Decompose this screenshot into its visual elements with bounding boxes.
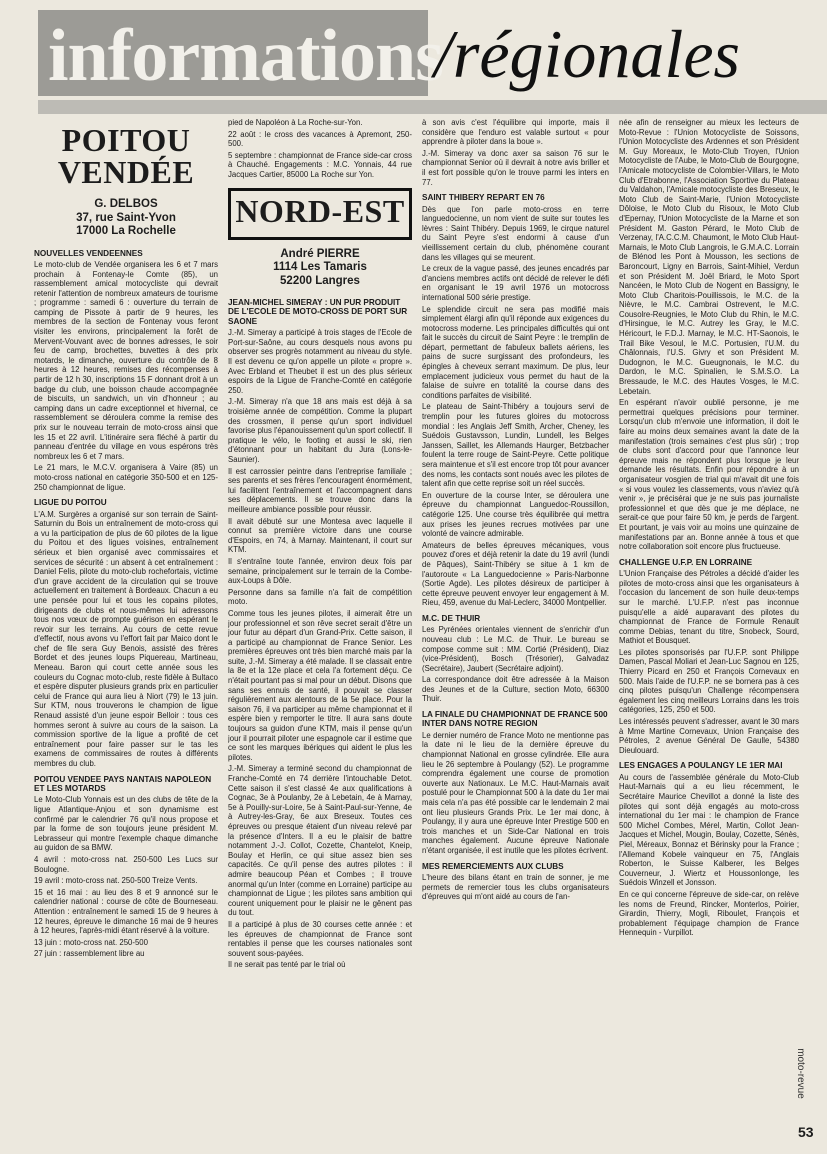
magazine-name: moto-revue [794, 1048, 806, 1099]
article-heading: MES REMERCIEMENTS AUX CLUBS [422, 861, 564, 871]
article-heading: POITOU VENDEE PAYS NANTAIS NAPOLEON ET LES MOTARDS [34, 774, 212, 793]
article-body [619, 118, 799, 938]
article-paragraph: Le 21 mars, le M.C.V. organisera à Vaire (85) un moto-cross national en catégorie 350-500 et en 125-250 championnat de ligue. [34, 463, 218, 492]
article-paragraph: née afin de renseigner au mieux les lecteurs de Moto-Revue : l'Union Motocycliste de Soissons, l'Union Motocycliste des Ardennes et son Président M. Guy Moreaux, le Moto-Club Troyen, l'Union Motocycliste de l'Aube, le Moto-Club de Bourgogne, l'Amicale motocycliste de Colombier-Villars, le Moto Club d'Etrabonne, l'Association Sportive du Plateau du Valdahon, l'Amicale motocycliste des Breseux, le Moto Club de Saint-Marie, l'Union Motocycliste Dôloise, le Moto Club du Risoux, le Moto Club d'Epernay, l'Union Motocycliste de la Marne et son Président M. Gaston Pérard, le Moto Club de Verzenay, l'A.C.C.M. Chaumont, le Moto Club Haut-Marnais, le Moto Club Langrois, le G.M.A.C. Lorrain de Blénod les Pont à Mousson, les sections de Baroncourt, Ligny en Barrois, Saint-Mihiel, Verdun et son Président M. Joël Briard, le Moto Sport Nancéen, le Moto Club de Nogent en Bassigny, le Moto Club Charitois-Pouillissois, le M.C. de la Nièvre, le M.C. Cambrai Ostrevent, le M.C. Cousolre-Reugnies, le Moto Club du Rhin, le M.C. d'Hirsingue, le M.C. Autrey les Gray, le M.C. Héricourt, le F.D.J. Marnay, le M.C. HT-Saonois, le Trail Bike Vesoul, le M.C. Portusien, l'U.M. du Châlonnais, l'U.S. Givry et son Président M. Dudognon, le M.C. Gueugnonais, le M.C. du Dardon, le M.C. Spinalien, le S.M.S.O. La Bressaude, le M.C. des Hautes Vosges, le M.C. Lebetain. [619, 118, 799, 396]
contact-name: G. DELBOS [94, 198, 158, 210]
article-paragraph: Le dernier numéro de France Moto ne mentionne pas la date ni le lieu de la dernière épreuve du championnat National en grosse cylindrée. Elle aura lieu le 26 septembre à Poulangy (52). Le programme comprendra également une course de promotion ouverte aux Nationaux. Le M.C. Haut-Marnais avait postulé pour le Championnat 500 à la date du 1er mai mais cela n'a pas été possible car le lendemain 2 mai ont lieu plusieurs Grands Prix. Le 1er mai donc, à Poulangy, il y aura une épreuve Inter Prestige 500 en trois manches et un Side-Car National en trois manches également. Aucune épreuve Nationale n'étant organisée, il est inutile que les pilotes écrivent. [422, 730, 609, 855]
page-number: 53 [798, 1124, 814, 1140]
article-paragraph: J.-M. Simeray a terminé second du championnat de Franche-Comté en 74 derrière l'intouchable Detot. Cette saison il s'est classé 4e aux qualifications à Cognac, 3e à Poulanby, 2e à Lebetain, 4e à Marnay, 5e à Pouilly-sur-Loire, 5e à Saint-Paul-sur-Yenne, 4e à Autrey-les-Gray, 6e aux Breseux. Toutes ces épreuves ou presque étaient d'un niveau relevé par la présence d'Inters. Il a eu le plaisir de battre notamment J.-J. Collot, Cozette, Chantelot, Kneip, Boulay et Herlin, ce qui situe assez bien ses capacités. Ce qu'il pense des autres pilotes : il admire beaucoup Péan et Combes ; il trouve anormal qu'un Inter (comme en Lorraine) participe au championnat de Ligue ; les pilotes sans ambition qui courent uniquement pour le plaisir ne le gênent pas du tout. [228, 764, 412, 918]
column-4 [619, 118, 799, 1148]
nord-est-box [228, 188, 412, 240]
article-paragraph: pied de Napoléon à La Roche-sur-Yon. [228, 118, 363, 127]
contact-poitou [34, 198, 218, 239]
article-heading: LES ENGAGES A POULANGY LE 1ER MAI [619, 761, 783, 771]
header-rule [38, 100, 827, 114]
article-heading: NOUVELLES VENDEENNES [34, 248, 143, 258]
article-paragraph: J.-M. Simeray n'a que 18 ans mais est déjà à sa troisième année de compétition. Comme la plupart des crossmen, il pense qu'un sport individuel favorise plus l'épanouissement qu'un sport collectif. Il pratique le vélo, le footing et aussi le ski, rien d'étonnant pour un habitant du Jura (Lons-le-Saunier). [228, 397, 412, 464]
article-paragraph: J.-M. Simeray a participé à trois stages de l'Ecole de Port-sur-Saône, au cours desquels nous avons pu observer ses progrès notamment au niveau du style. Il est devenu ce qu'on appelle un pilote « propre ». Avec Erbland et Theubet il est un des plus sérieux espoirs de la Ligue de Franche-Comté en catégorie 250. [228, 328, 412, 395]
article-paragraph: Personne dans sa famille n'a fait de compétition moto. [228, 587, 412, 607]
article-paragraph: Le moto-club de Vendée organisera les 6 et 7 mars prochain à Fontenay-le Comte (85), un rassemblement amical motocycliste qui devrait retenir l'attention de nombreux amateurs de tourisme ; programme : samedi 6 : ouverture du terrain de camping de Pissote à partir de 9 heures, les membres de la section de Fontenay vous feront visiter les environs, principalement la forêt de Mervent-Vouvant avec de bonnes adresses, le soir feu de camp, brochettes, buvettes à des prix motards, le dimanche, ouverture du contrôle de 8 heures à 12 heures, remises des récompenses à partir de 12 h 30, inscriptions 15 F donnant droit à un badge du club, une boisson chaude accompagnée de biscuits, un sandwich, un vin d'honneur ; au camping dans un cadre exceptionnel et hivernal, ce rassemblement se déroulera comme la remise des prix sur le nouveau terrain de moto-cross ainsi que les 15 et 22 avril. L'itinéraire sera fléché à partir du panneau d'entrée du village en vous espérons très nombreux les 6 et 7 mars. [34, 259, 218, 461]
article-paragraph: Il ne serait pas tenté par le trial où [228, 960, 346, 970]
article-heading: M.C. DE THUIR [422, 613, 481, 623]
contact-street: 1114 Les Tamaris [273, 261, 367, 274]
article-paragraph: Les intéressés peuvent s'adresser, avant le 30 mars à Mme Martine Cornevaux, Union Française des Pétroles, 2 avenue Général De Gaulle, 54380 Dieulouard. [619, 717, 799, 755]
article-paragraph: Les pilotes sponsorisés par l'U.F.P. sont Philippe Damen, Pascal Moliari et Jean-Luc Sagnou en 125, Thierry Picard en 250 et François Cornevaux en 500. Mais l'aide de l'U.F.P. ne se bornera pas à ces cinq pilotes puisqu'un Challenge récompensera également les cinq meilleurs Lorrains dans les trois catégories, 125, 250 et 500. [619, 647, 799, 715]
article-heading: JEAN-MICHEL SIMERAY : UN PUR PRODUIT DE L'ECOLE DE MOTO-CROSS DE PORT SUR SAONE [228, 298, 408, 326]
article-paragraph: Amateurs de belles épreuves mécaniques, vous pouvez d'ores et déjà retenir la date du 19 avril (lundi de Pâques), Saint-Thibéry se situe à 1 km de l'autoroute « La Languedocienne » Paris-Narbonne (Sortie Agde). Les pilotes désireux de participer à cette épreuve peuvent envoyer leur engagement à M. Rieu, 459, avenue du Mal-Leclerc, 34000 Montpellier. [422, 540, 609, 608]
page-header [38, 10, 827, 106]
contact-city: 52200 Langres [280, 274, 360, 287]
contact-city: 17000 La Rochelle [76, 225, 176, 237]
article-heading: CHALLENGE U.F.P. EN LORRAINE [619, 557, 753, 567]
article-paragraph: En ouverture de la course Inter, se déroulera une épreuve du championnat Languedoc-Roussillon, catégorie 125. Une course très équilibrée qui mettra aux prises les jeunes recrues motivées par une volonté de vaincre admirable. [422, 490, 609, 539]
article-paragraph: En espérant n'avoir oublié personne, je me permettrai quelques précisions pour terminer. Lorsqu'un club m'envoie une information, il doit le faire au moins deux semaines avant la date de la manifestation (trois semaines c'est plus sûr) ; trop de clubs sont d'accord pour que l'annonce leur épreuve mais ne répondent plus lorsque je leur demande les résultats. Enfin pour répondre à un organisateur vosgien de trial qui m'avait dit une fois « si vous voulez les classements, vous n'aviez qu'à venir », je précisérai que je ne suis pas journaliste professionnel et que dès que je me déplace, ne serait-ce que pour faire 50 km, je perds de l'argent. Et pourtant, je vais voir au moins une quinzaine de manifestations par an. Bonne année à tous et que notre collaboration soit encore plus fructueuse. [619, 398, 799, 552]
article-paragraph: à son avis c'est l'équilibre qui importe, mais il considère que l'enduro est valable surtout « pour apprendre à piloter dans la boue ». [422, 118, 609, 147]
article-paragraph: 13 juin : moto-cross nat. 250-500 [34, 937, 148, 947]
column-1 [34, 118, 218, 1148]
article-paragraph: La correspondance doit être adressée à la Maison des Jeunes et de la Culture, section Moto, 66300 Thuir. [422, 675, 609, 704]
contact-name: André PIERRE [280, 247, 360, 260]
contact-nord-est [228, 248, 412, 289]
header-title-main: informations [48, 15, 443, 97]
column-3 [422, 118, 609, 1148]
article-paragraph: Il s'entraîne toute l'année, environ deux fois par semaine, principalement sur le terrain de la Combe-aux-Loups à Dôle. [228, 556, 412, 586]
article-paragraph: 15 et 16 mai : au lieu des 8 et 9 annoncé sur le calendrier national : course de côte de Bourneseau. Attention : entraînement le samedi 15 de 9 heures à 12 heures, épreuve le dimanche 16 mai de 9 heures à 12 heures, l'après-midi étant réservé à la voiture. [34, 887, 218, 936]
article-heading: SAINT THIBERY REPART EN 76 [422, 193, 545, 203]
article-paragraph: Le plateau de Saint-Thibéry a toujours servi de tremplin pour les futures gloires du motocross mondial : les Anglais Jeff Smith, Archer, Cheney, les Suédois Gustavsson, Lundin, Lundell, les Belges Janssen, Saillet, les Allemands Haurger, Betzbacher foulent la terre rouge de Saint-Peyre. Cette politique sera maintenue et s'il est encore trop tôt pour avancer des noms, les contacts sont noués avec les pilotes de talent afin que cette reprise soit un réel succès. [422, 402, 609, 489]
section-title-poitou-vendee: POITOU VENDÉE [57, 122, 195, 190]
article-paragraph: L'A.M. Surgères a organisé sur son terrain de Saint-Saturnin du Bois un entraînement de moto-cross qui a vu la participation de plus de 60 pilotes de la ligue du Poitou et des ligues voisines, entraînement sérieux et bien organisé avec commissaires et services de sécurité : un absent à cet entraînement : Daniel Felis, pilote du moto-club rochefortais, victime d'un grave accident de la circulation qui se trouve actuellement en traitement à Bordeaux. Chacun a eu une pensée pour lui et tous les copains pilotes, dirigeants de clubs et nous-mêmes lui adressons tous nos vœux de prompte guérison en espérant le revoir sur les terrains. Au cours de cette revue d'effectif, nous avons vu l'effort fait par Maico dont le chef de file sera Guy Benois, assisté des frères Bordet et des jeunes loups Piquereau, Martineau, Meneau. Baron qui court cette année sous les couleurs du Cognac moto-club, reste fidèle à Bultaco et espère disputer plusieurs grands prix en particulier celui de France qui aura lieu à Niort (79) le 13 juin. Sur KTM, nous trouverons le champion de ligue Renaud assisté d'un jeune espoir Belloir : tous ces hommes seront à suivre au cours de la saison. La commission sportive de la ligue a profité de cet entraînement pour faire passer sur le tas les examens de commissaires de routes à différents membres du club. [34, 509, 218, 768]
article-paragraph: Le creux de la vague passé, des jeunes encadrés par d'anciens membres actifs ont décidé de relever le défi en organisant le 19 avril 1976 un motocross international 500 série prestige. [422, 264, 609, 302]
article-paragraph: Comme tous les jeunes pilotes, il aimerait être un jour professionnel et son rêve secret serait d'être un jour futur au départ d'un Grand-Prix. Cette saison, il a participé au championnat de France Senior. Les premières épreuves ont très bien marché mais par la suite, J.-M. Simeray a été malade. Il se classait entre la 8e et la 12e place et cela l'a fortement déçu. Ce n'était pourtant pas si mal pour un début. Disons que sans ses ennuis de santé, il pouvait se classer régulièrement aux alentours de la 5e place. Pour la saison 76, il va participer au même championnat et il espère bien y remporter le titre. Il aura sans doute toujours sa guidon d'une KTM, mais il pense qu'un jour il pourrait piloter une espagnole car il estime que ce sont les marques ibériques qui aident le plus les pilotes. [228, 608, 412, 762]
article-paragraph: 22 août : le cross des vacances à Apremont, 250-500. [228, 129, 412, 149]
article-paragraph: Les Pyrénées orientales viennent de s'enrichir d'un nouveau club : Le M.C. de Thuir. Le bureau se compose comme suit : MM. Cortié (Président), Diaz (vice-Président), Bosch (Trésorier), Galvadaz (Secrétaire), Jaubert (Secrétaire adjoint). [422, 625, 609, 673]
article-paragraph: 19 avril : moto-cross nat. 250-500 Treize Vents. [34, 876, 198, 886]
article-paragraph: L'heure des bilans étant en train de sonner, je me permets de remercier tous les clubs organisateurs d'épreuves qui m'ont aidé au cours de l'an- [422, 873, 609, 902]
section-title-nord-est: NORD-EST [235, 192, 405, 229]
article-paragraph: Le Moto-Club Yonnais est un des clubs de tête de la ligue Atlantique-Anjou et son dynamisme est confirmé par le calendrier 76 qu'il nous propose et par la forme de son toujours jeune président M. Lebrasseur qui montre l'exemple chaque dimanche au guidon de sa BMW. [34, 795, 218, 853]
column-2 [228, 118, 412, 1148]
article-body [422, 118, 609, 902]
article-paragraph: Il a participé à plus de 30 courses cette année : et les épreuves de championnat de France sont rentables il pense que les courses nationales sont souvent sous-payées. [228, 919, 412, 958]
article-paragraph: Au cours de l'assemblée générale du Moto-Club Haut-Marnais qui a eu lieu récemment, le Secrétaire Maurice Chevillot a donné la liste des pilotes qui sont déjà engagés au moto-cross international du 1er mai : le champion de France 500 Michel Combes, Mérel, Martin, Collot Jean-Jacques et Michel, Mougin, Boulay, Cozette, Sénès, Piel, Méreaux, Bonnaz et Bérinsky pour la France ; l'Allemand Kobele vainqueur en 75, l'Anglais Roberton, le Suisse Kalberer, les Belges Couverneur, J. Wiertz et Houssonlonge, les Suédois Winzell et Jonsson. [619, 772, 799, 888]
article-paragraph: Le splendide circuit ne sera pas modifié mais simplement élargi afin qu'il réponde aux exigences du motocross moderne. Les principales difficultés qui ont fait le succès du circuit de Saint Peyre : le tremplin de départ, permettant de fabuleux ballets aériens, les pains de sucre surgissant des profondeurs, les épingles à cheveux serrant maximum. De plus, leur emplacement judicieux vous permet du haut de la falaise de suivre en totalité la course dans des conditions parfaites de visibilité. [422, 304, 609, 400]
article-body [228, 118, 412, 180]
article-paragraph: 4 avril : moto-cross nat. 250-500 Les Lucs sur Boulogne. [34, 854, 218, 874]
article-heading: LIGUE DU POITOU [34, 498, 107, 508]
article-paragraph: J.-M. Simeray va donc axer sa saison 76 sur le championnat Senior où il devrait à notre avis briller et il est fort possible qu'on le trouve parmi les inters en 77. [422, 148, 609, 187]
article-paragraph: 5 septembre : championnat de France side-car cross à Chauché. Engagements : M.C. Yonnais, 44 rue Jacques Cartier, 85000 La Roche sur Yon. [228, 150, 412, 179]
article-paragraph: Il avait débuté sur une Montesa avec laquelle il connut sa première victoire dans une course d'Espoirs, en 74, à Marnay. Maintenant, il court sur KTM. [228, 516, 412, 555]
article-paragraph: Il est carrossier peintre dans l'entreprise familiale ; ses parents et ses frères l'encouragent énormément, lui facilitent l'entraînement et l'accompagnent dans ses déplacements. Il se trouve donc dans la meilleure ambiance possible pour réussir. [228, 466, 412, 514]
article-paragraph: L'Union Française des Pétroles a décidé d'aider les pilotes de moto-cross ainsi que les organisateurs à l'occasion du lancement de son huile deux-temps sur le marché. L'U.F.P. n'est pas inconnue puisqu'elle a aidé auparavant des pilotes du championnat de France de Formule Renault comme Debias, tenant du titre, Snobeck, Sourd, Mathiot et Bousquet. [619, 569, 799, 646]
article-paragraph: 27 juin : rassemblement libre au [34, 949, 145, 959]
article-body [228, 298, 412, 970]
contact-street: 37, rue Saint-Yvon [76, 211, 176, 224]
header-title-sub: /régionales [434, 16, 740, 92]
article-paragraph: Dès que l'on parle moto-cross en terre languedocienne, un nom vient de suite sur toutes les lèvres : Saint Thibéry. Depuis 1969, le cirque naturel du Saint Peyre s'est endormi à cause d'un vieillissement certain du club, phénomène courant dans les villages qui se meurent. [422, 204, 609, 262]
article-heading: LA FINALE DU CHAMPIONNAT DE FRANCE 500 INTER DANS NOTRE REGION [422, 710, 608, 729]
article-body [34, 249, 218, 959]
magazine-side-label [794, 1040, 817, 1110]
article-paragraph: En ce qui concerne l'épreuve de side-car, on relève les noms de Freund, Rincker, Monterlos, Poirier, Girardin, Thierry, Mogli, Riboulet, François et probablement l'équipage champion de France Hennequin - Vurpillot. [619, 889, 799, 938]
